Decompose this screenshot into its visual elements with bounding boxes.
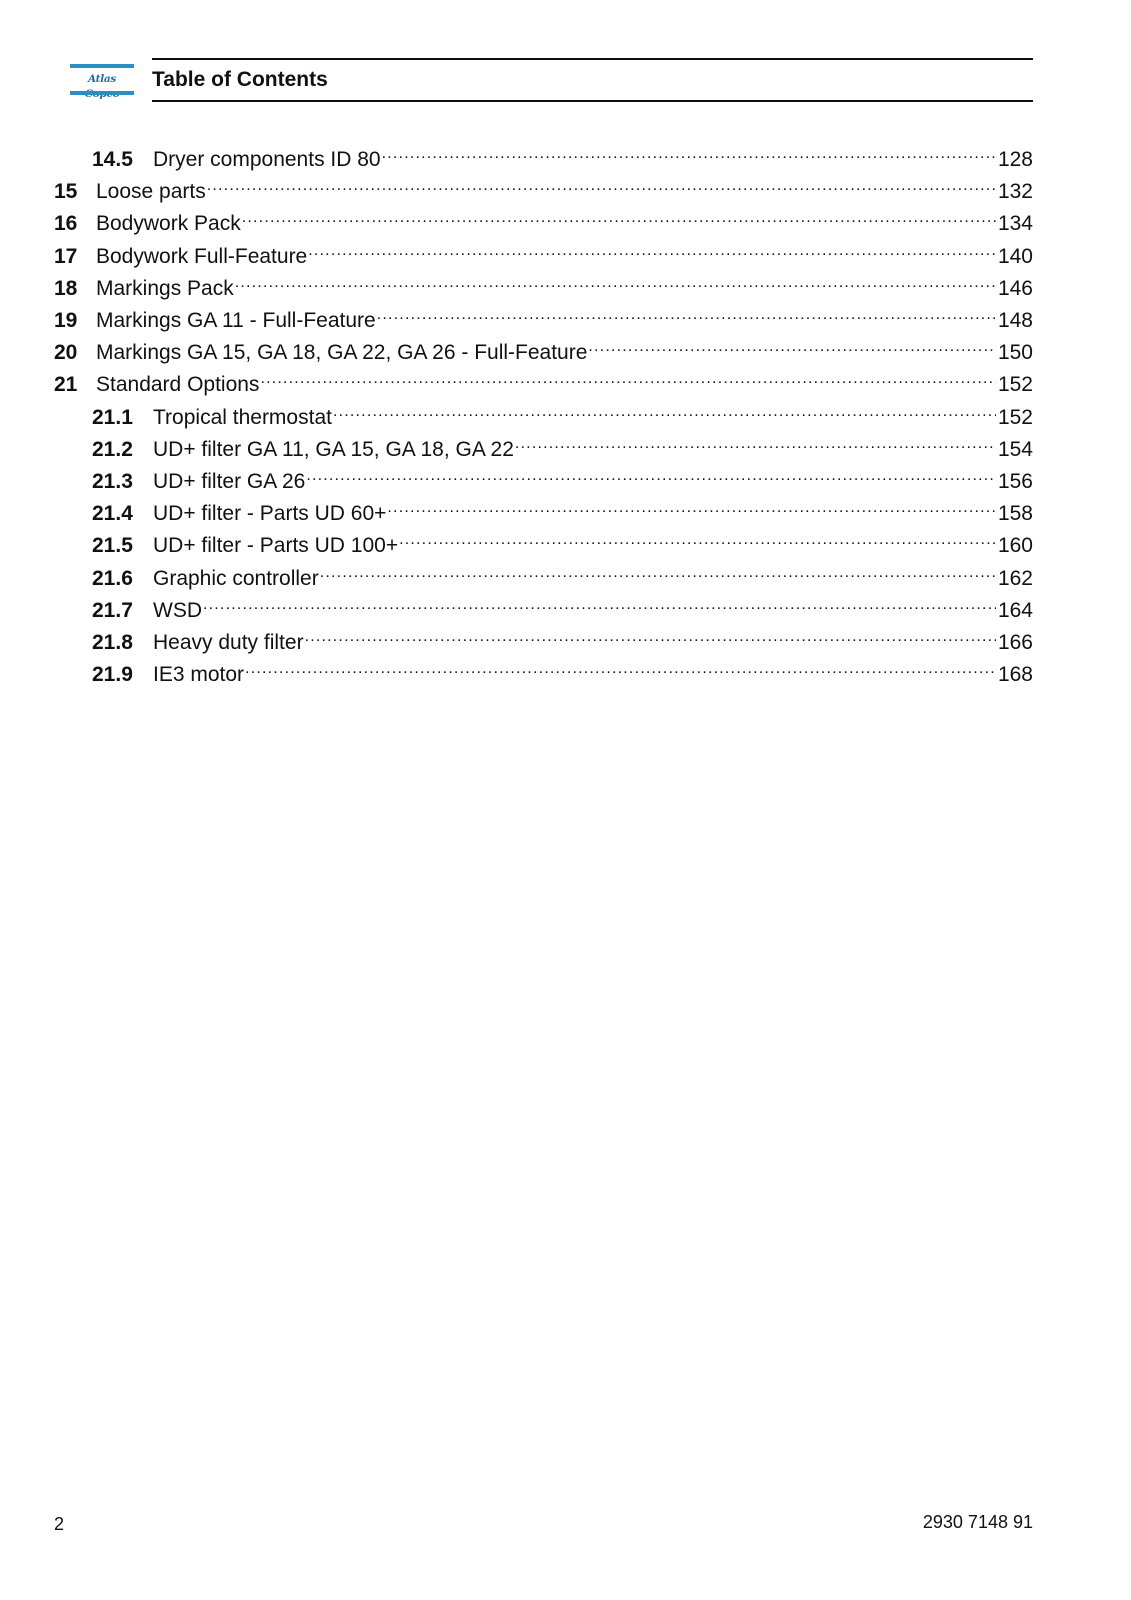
toc-entry-page: 146 xyxy=(997,276,1033,300)
toc-entry-number: 21.4 xyxy=(92,502,133,526)
footer-page-number: 2 xyxy=(54,1514,65,1534)
toc-dot-leader xyxy=(382,136,996,166)
toc-entry-title: WSD xyxy=(153,598,202,622)
toc-entry[interactable] xyxy=(92,458,1033,493)
toc-entry-number: 21.7 xyxy=(92,598,133,622)
footer-document-number: 2930 7148 91 xyxy=(922,1512,1033,1532)
toc-entry[interactable] xyxy=(92,619,1033,654)
toc-entry[interactable] xyxy=(92,394,1033,429)
toc-entry-number: 14.5 xyxy=(92,148,133,171)
toc-entry[interactable] xyxy=(92,587,1033,622)
toc-entry[interactable] xyxy=(54,265,1033,300)
toc-dot-leader xyxy=(203,587,996,617)
toc-entry-page: 168 xyxy=(997,663,1033,687)
toc-entry[interactable] xyxy=(92,555,1033,590)
toc-entry-page: 140 xyxy=(997,244,1033,268)
toc-dot-leader xyxy=(377,297,996,327)
toc-dot-leader xyxy=(245,651,996,681)
toc-entry-page: 148 xyxy=(997,309,1033,332)
toc-entry-title: Bodywork Full-Feature xyxy=(96,244,308,268)
toc-entry-title: Heavy duty filter xyxy=(153,631,304,654)
toc-entry-title: UD+ filter - Parts UD 60+ xyxy=(153,502,387,526)
toc-entry-page: 156 xyxy=(997,470,1033,493)
toc-entry-number: 15 xyxy=(54,180,78,204)
toc-entry[interactable] xyxy=(92,426,1033,461)
toc-dot-leader xyxy=(235,265,996,295)
atlas-copco-logo xyxy=(70,64,134,95)
toc-dot-leader xyxy=(308,233,996,263)
toc-entry-number: 21.9 xyxy=(92,663,133,687)
toc-entry-page: 132 xyxy=(997,180,1033,204)
header-rule-bottom xyxy=(152,100,1033,102)
logo-bar-bottom xyxy=(70,91,134,95)
toc-entry-title: Markings Pack xyxy=(96,276,234,300)
toc-entry[interactable] xyxy=(54,200,1033,236)
toc-entry-number: 16 xyxy=(54,212,78,236)
toc-entry[interactable] xyxy=(92,490,1033,526)
toc-dot-leader xyxy=(399,522,996,552)
toc-dot-leader xyxy=(260,361,996,391)
toc-entry-number: 21.8 xyxy=(92,631,133,654)
toc-entry-number: 21.2 xyxy=(92,437,133,461)
toc-dot-leader xyxy=(306,458,996,488)
toc-dot-leader xyxy=(207,168,996,198)
toc-entry-title: Loose parts xyxy=(96,180,206,204)
toc-entry-page: 128 xyxy=(997,148,1033,171)
toc-entry-page: 164 xyxy=(997,598,1033,622)
toc-entry[interactable] xyxy=(92,522,1033,558)
toc-entry-page: 154 xyxy=(997,437,1033,461)
toc-entry-page: 150 xyxy=(997,341,1033,365)
toc-entry-number: 18 xyxy=(54,276,78,300)
toc-entry-title: Dryer components ID 80 xyxy=(153,148,381,171)
toc-entry-page: 152 xyxy=(997,373,1033,397)
toc-entry[interactable] xyxy=(54,297,1033,332)
toc-entry-number: 19 xyxy=(54,309,78,332)
toc-entry[interactable] xyxy=(54,233,1033,268)
toc-dot-leader xyxy=(242,200,996,230)
toc-entry[interactable] xyxy=(92,651,1033,687)
toc-dot-leader xyxy=(588,329,996,359)
toc-entry-page: 158 xyxy=(997,502,1033,526)
toc-entry-title: Markings GA 15, GA 18, GA 22, GA 26 - Full-Feature xyxy=(96,341,588,365)
toc-entry[interactable] xyxy=(54,168,1033,204)
toc-entry-number: 21 xyxy=(54,373,78,397)
toc-entry-title: UD+ filter GA 26 xyxy=(153,470,306,493)
toc-entry-page: 160 xyxy=(997,534,1033,558)
toc-entry-number: 21.5 xyxy=(92,534,133,558)
toc-entry-number: 21.1 xyxy=(92,405,133,429)
toc-entry-page: 166 xyxy=(997,631,1033,654)
toc-dot-leader xyxy=(305,619,996,649)
toc-entry-title: UD+ filter - Parts UD 100+ xyxy=(153,534,399,558)
toc-entry-number: 21.3 xyxy=(92,470,133,493)
toc-entry-number: 20 xyxy=(54,341,78,365)
toc-entry-number: 17 xyxy=(54,244,78,268)
header-rule-top xyxy=(152,58,1033,60)
toc-entry-title: UD+ filter GA 11, GA 15, GA 18, GA 22 xyxy=(153,437,514,461)
toc-entry-page: 134 xyxy=(997,212,1033,236)
page-title: Table of Contents xyxy=(152,68,328,91)
toc-entry[interactable] xyxy=(54,329,1033,365)
toc-dot-leader xyxy=(515,426,996,456)
toc-entry-title: IE3 motor xyxy=(153,663,245,687)
page-header xyxy=(70,58,1033,102)
toc-entry-title: Bodywork Pack xyxy=(96,212,241,236)
toc-entry-title: Tropical thermostat xyxy=(153,405,332,429)
logo-text: Atlas xyxy=(87,73,117,85)
toc-dot-leader xyxy=(320,555,996,585)
toc-entry-page: 162 xyxy=(997,566,1033,590)
toc-entry-title: Standard Options xyxy=(96,373,260,397)
toc-entry-number: 21.6 xyxy=(92,566,133,590)
toc-entry[interactable] xyxy=(54,361,1033,397)
toc-entry-page: 152 xyxy=(997,405,1033,429)
toc-entry-title: Markings GA 11 - Full-Feature xyxy=(96,309,376,332)
toc-dot-leader xyxy=(333,394,996,424)
toc-dot-leader xyxy=(387,490,996,520)
toc-entry-title: Graphic controller xyxy=(153,566,319,590)
toc-entry[interactable] xyxy=(92,136,1033,171)
logo-bar-top xyxy=(70,64,134,68)
